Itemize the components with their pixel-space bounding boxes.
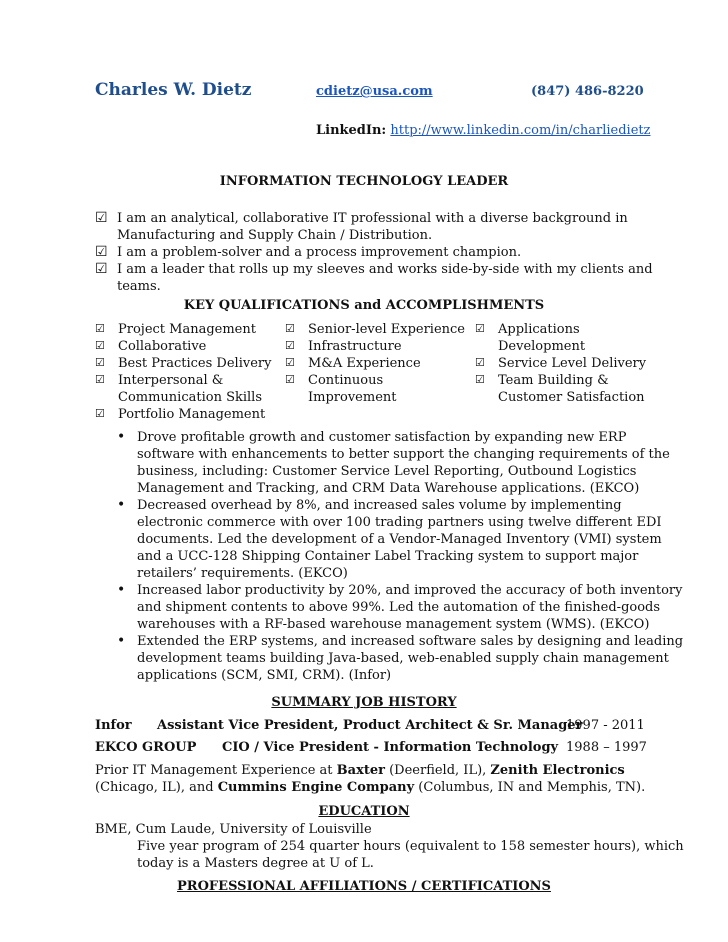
qualification-item: Project Management: [118, 322, 256, 337]
accomplishment-line: development teams building Java-based, web-enabled supply chain management: [137, 651, 669, 666]
bullet-icon: •: [117, 429, 126, 445]
job-title: Assistant Vice President, Product Architect & Sr. Manager: [157, 718, 583, 733]
degree-detail-line-1: Five year program of 254 quarter hours (equivalent to 158 semester hours), which: [137, 839, 684, 854]
checked-box-icon: ☑: [285, 339, 295, 352]
checked-box-icon: ☑: [285, 322, 295, 335]
profile-item-line: I am a problem-solver and a process improvement champion.: [117, 245, 522, 260]
checked-box-icon: ☑: [95, 339, 105, 352]
checked-box-icon: ☑: [95, 261, 108, 277]
qualification-item: Communication Skills: [118, 390, 263, 405]
qualification-item: Portfolio Management: [118, 407, 266, 422]
qualification-item: Collaborative: [118, 339, 207, 354]
job-title: CIO / Vice President - Information Technology: [222, 740, 559, 755]
job-years: 1997 - 2011: [566, 718, 645, 733]
accomplishment-line: Management and Tracking, and CRM Data Warehouse applications. (EKCO): [137, 481, 640, 496]
accomplishment-line: software with enhancements to better support the changing requirements of the: [137, 447, 670, 462]
qualification-item: Best Practices Delivery: [118, 356, 272, 371]
checked-box-icon: ☑: [95, 210, 108, 226]
checked-box-icon: ☑: [95, 244, 108, 260]
accomplishment-line: and a UCC-128 Shipping Container Label Tracking system to support major: [137, 549, 639, 564]
checked-box-icon: ☑: [95, 407, 105, 420]
qualification-item: Customer Satisfaction: [498, 390, 645, 405]
phone-number: (847) 486-8220: [531, 84, 644, 99]
prior-experience-line-1: Prior IT Management Experience at Baxter (Deerfield, IL), Zenith Electronics: [95, 763, 625, 778]
qualifications-title: KEY QUALIFICATIONS and ACCOMPLISHMENTS: [183, 298, 545, 313]
accomplishment-line: Increased labor productivity by 20%, and improved the accuracy of both inventory: [137, 583, 683, 598]
accomplishment-line: business, including: Customer Service Level Reporting, Outbound Logistics: [137, 464, 637, 479]
candidate-name: Charles W. Dietz: [95, 80, 252, 100]
qualification-item: Development: [498, 339, 586, 354]
checked-box-icon: ☑: [95, 322, 105, 335]
bullet-icon: •: [117, 497, 126, 513]
qualification-item: Infrastructure: [308, 339, 402, 354]
linkedin-label: LinkedIn:: [316, 123, 387, 138]
accomplishment-line: warehouses with a RF-based warehouse management system (WMS). (EKCO): [137, 617, 650, 632]
qualification-item: Service Level Delivery: [498, 356, 647, 371]
checked-box-icon: ☑: [475, 356, 485, 369]
accomplishment-line: electronic commerce with over 100 trading partners using twelve different EDI: [137, 515, 662, 530]
accomplishment-line: retailers’ requirements. (EKCO): [137, 566, 348, 581]
checked-box-icon: ☑: [285, 356, 295, 369]
accomplishment-line: applications (SCM, SMI, CRM). (Infor): [137, 668, 392, 683]
bullet-icon: •: [117, 633, 126, 649]
checked-box-icon: ☑: [285, 373, 295, 386]
profile-item-line: teams.: [117, 279, 161, 294]
linkedin-link[interactable]: http://www.linkedin.com/in/charliedietz: [390, 123, 651, 138]
qualification-item: Improvement: [308, 390, 397, 405]
job-company: EKCO GROUP: [95, 740, 197, 755]
job-company: Infor: [95, 718, 132, 733]
education-title: EDUCATION: [318, 804, 410, 819]
accomplishment-line: documents. Led the development of a Vendor-Managed Inventory (VMI) system: [137, 532, 662, 547]
job-years: 1988 – 1997: [566, 740, 647, 755]
qualification-item: Continuous: [308, 373, 384, 388]
qualification-item: Senior-level Experience: [308, 322, 465, 337]
accomplishment-line: Extended the ERP systems, and increased software sales by designing and leading: [137, 634, 684, 649]
linkedin-line: [316, 123, 650, 138]
qualification-item: Applications: [498, 322, 580, 337]
qualification-item: M&A Experience: [308, 356, 421, 371]
accomplishment-line: and shipment contents to above 99%. Led the automation of the finished-goods: [137, 600, 661, 615]
accomplishment-line: Decreased overhead by 8%, and increased sales volume by implementing: [137, 498, 622, 513]
qualification-item: Interpersonal &: [118, 373, 224, 388]
email-link[interactable]: cdietz@usa.com: [316, 84, 433, 99]
degree-detail-line-2: today is a Masters degree at U of L.: [137, 856, 374, 871]
headline: INFORMATION TECHNOLOGY LEADER: [219, 174, 509, 189]
checked-box-icon: ☑: [475, 322, 485, 335]
degree: BME, Cum Laude, University of Louisville: [95, 822, 372, 837]
bullet-icon: •: [117, 582, 126, 598]
qualification-item: Team Building &: [498, 373, 609, 388]
prior-experience-line-2: (Chicago, IL), and Cummins Engine Company (Columbus, IN and Memphis, TN).: [95, 780, 646, 795]
accomplishment-line: Drove profitable growth and customer satisfaction by expanding new ERP: [137, 430, 627, 445]
affiliations-title: PROFESSIONAL AFFILIATIONS / CERTIFICATIONS: [177, 879, 551, 894]
checked-box-icon: ☑: [95, 356, 105, 369]
checked-box-icon: ☑: [95, 373, 105, 386]
profile-item-line: I am a leader that rolls up my sleeves and works side-by-side with my clients and: [117, 262, 653, 277]
history-title: SUMMARY JOB HISTORY: [271, 695, 457, 710]
profile-item-line: Manufacturing and Supply Chain / Distribution.: [117, 228, 433, 243]
profile-item-line: I am an analytical, collaborative IT professional with a diverse background in: [117, 211, 628, 226]
checked-box-icon: ☑: [475, 373, 485, 386]
